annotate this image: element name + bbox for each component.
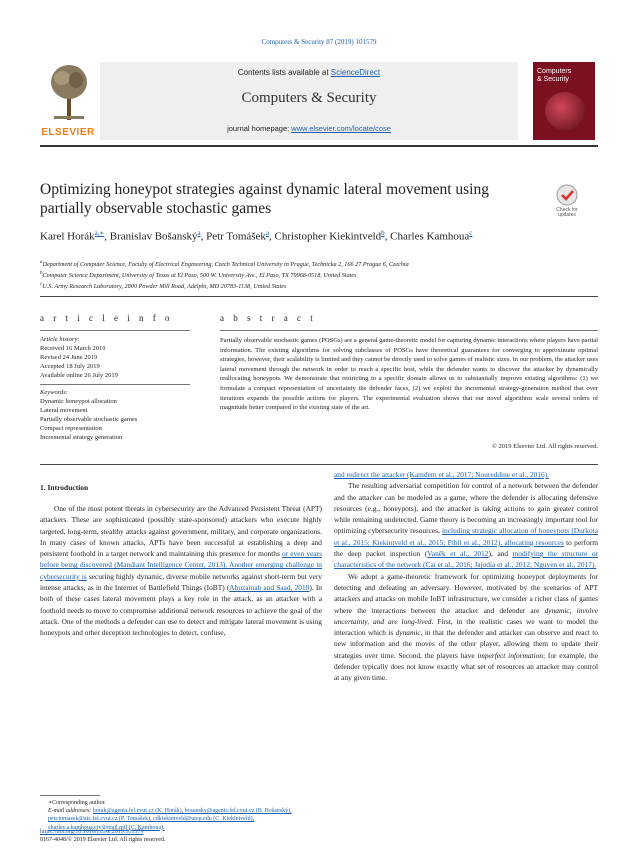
affiliations xyxy=(40,258,600,291)
body-column-right xyxy=(334,469,598,684)
text-run: to perform the deep packet inspection ( xyxy=(334,537,598,559)
contents-prefix: Contents lists available at xyxy=(237,68,331,77)
affiliation-line xyxy=(40,280,600,291)
section-heading-introduction: 1. Introduction xyxy=(40,483,89,492)
history-item: Accepted 18 July 2019 xyxy=(40,363,100,370)
citation-link[interactable]: Vaněk et al., 2012 xyxy=(427,549,489,559)
affiliation-line xyxy=(40,258,600,269)
issn-line: 0167-4048/© 2019 Elsevier Ltd. All rights reserved. xyxy=(40,837,166,844)
journal-header-box xyxy=(100,62,518,140)
text-run: ; for example, the defender typically does not know exactly what set of resources an attacker may control at any given time. xyxy=(334,650,598,683)
text-run: securing highly dynamic, diverse mobile networks against short-term but very intense attacks, as in the Internet of Battlefield Things (IoBT) ( xyxy=(40,571,322,593)
keyword: Partially observable stochastic games xyxy=(40,416,138,423)
check-for-updates-badge[interactable] xyxy=(545,183,589,217)
affiliation-mark: c xyxy=(40,282,43,288)
author-affiliation-mark[interactable]: b xyxy=(381,229,385,237)
elsevier-wordmark: ELSEVIER xyxy=(41,127,95,138)
crossmark-icon xyxy=(545,183,589,217)
author-name: Karel Horák xyxy=(40,230,95,243)
journal-name: Computers & Security xyxy=(241,90,377,106)
citation-link[interactable]: and redirect the attacker (Kamdem et al., 2017; Noureddine et al., 2016). xyxy=(334,470,550,479)
affiliation-line xyxy=(40,269,600,280)
cover-graphic xyxy=(545,92,585,130)
citation-link[interactable]: or even years before being discovered (Mandiant Intelligence Center, 2013). Another emerging challenge in cybersecurity is xyxy=(40,549,322,581)
email-links[interactable]: horak@agents.fel.cvut.cz (K. Horák), bosansky@agents.fel.cvut.cz (B. Bošanský), petr.tomasek@aic.fel.cvut.cz (P. Tomášek), cdkiekintveld@utep.edu (C. Kiekintveld), charles.a.kamhoua.civ@mail.mil (C. Kamhoua). xyxy=(48,808,292,831)
homepage-line xyxy=(100,124,518,133)
history-item: Revised 24 June 2019 xyxy=(40,354,98,361)
doi-block xyxy=(40,828,322,844)
footnote-mark: ∗ xyxy=(48,800,53,806)
sciencedirect-link[interactable]: ScienceDirect xyxy=(330,68,381,77)
keyword: Compact representation xyxy=(40,425,102,432)
crossmark-label-1: Check for xyxy=(556,207,578,213)
history-item: Received 16 March 2019 xyxy=(40,345,106,352)
author-affiliation-mark[interactable]: a xyxy=(197,229,201,237)
keyword: Lateral movement xyxy=(40,407,88,414)
elsevier-tree-icon xyxy=(48,62,90,122)
affiliation-mark: b xyxy=(40,271,43,277)
history-item: Available online 26 July 2019 xyxy=(40,372,118,379)
body-column-left xyxy=(40,503,322,639)
author-list xyxy=(40,226,570,245)
text-run: . First, in the realistic cases we want to model the interaction which is xyxy=(334,616,598,638)
doi-link[interactable]: https://doi.org/10.1016/j.cose.2019.101579 xyxy=(40,829,144,835)
divider xyxy=(40,464,598,465)
author-separator: , xyxy=(104,230,110,243)
journal-header xyxy=(40,60,598,140)
corresponding-label: Corresponding author. xyxy=(52,800,106,806)
journal-cover-image[interactable] xyxy=(533,62,595,140)
divider xyxy=(220,330,598,331)
text-run: ), and xyxy=(488,549,513,559)
divider xyxy=(40,384,190,385)
divider xyxy=(40,330,190,331)
affiliation-text: U.S. Army Research Laboratory, 2800 Powder Mill Road, Adelphi, MD 20783-1138, United States xyxy=(42,283,287,291)
affiliation-text: Computer Science Department, University of Texas at El Paso, 500 W. University Ave., El Paso, TX 79968-0518, United States xyxy=(42,272,357,280)
divider xyxy=(40,296,598,297)
text-run: The resulting adversarial competition for control of a network between the defender and the attacker can be modeled as a game, where the defender is allocating defensive resources (e.g., honeypots), and the attacker is taking actions to gain greater control while remaining undetected. Game theory is becoming an increasingly important tool for optimizing cybersecurity resources, xyxy=(334,481,598,536)
elsevier-logo[interactable] xyxy=(40,62,96,140)
article-title: Optimizing honeypot strategies against dynamic lateral movement using partially observable stochastic games xyxy=(40,181,489,217)
cover-title-line2: & Security xyxy=(537,76,569,83)
homepage-link[interactable]: www.elsevier.com/locate/cose xyxy=(291,124,391,133)
crossmark-label-2: updates xyxy=(558,212,576,217)
history-label: Article history: xyxy=(40,336,80,343)
abstract-heading: a b s t r a c t xyxy=(220,313,317,323)
text-run: One of the most potent threats in cybersecurity are the Advanced Persistent Threat (APT) attackers. These are sophisticated (possibly state-sponsored) attackers who execute highly targeted, long-term, stealthy attacks against government, military, and corporate organizations. In many cases of known attacks, APTs have been successful at establishing a deep and persistent foothold in a target network and maintaining this presence for months xyxy=(40,504,322,559)
citation-link[interactable]: including strategic allocation of honeypots (Durkota et al., 2015; Kiekintveld et al., 2015; Píbil et al., 2012), allocating resources xyxy=(334,526,598,547)
citation-link[interactable]: modifying the structure or characteristics of the network (Cai et al., 2016; Jajodia et al., 2012; Nguyen et al., 2017). xyxy=(334,549,599,570)
cover-title xyxy=(537,68,571,84)
text-run: ). In both of these cases lateral movement plays a key role in the attack, as an attacker with a foothold needs to move to compromise additional network resources to achieve the goal of the attack. One of the methods a defender can use to detect and mitigate lateral movement is using honeypots and other deception technologies to detect, confuse, xyxy=(40,583,322,638)
paragraph xyxy=(334,480,598,570)
keyword: Dynamic honeypot allocation xyxy=(40,398,117,405)
homepage-prefix: journal homepage: xyxy=(227,124,292,133)
article-info-heading: a r t i c l e i n f o xyxy=(40,313,173,323)
text-run: , in that the defender and attacker can observe and react to new information and the moves of the other player, allowing them to update their strategies over time. Second, the players have xyxy=(334,628,598,660)
paragraph xyxy=(334,571,598,684)
affiliation-text: Department of Computer Science, Faculty of Electrical Engineering, Czech Technical University in Prague, Technicka 2, 166 27 Prague 6, Czechia xyxy=(42,261,409,269)
affiliation-mark: a xyxy=(40,260,43,265)
emphasis: dynamic xyxy=(395,628,421,638)
author-affiliation-mark[interactable]: a,∗ xyxy=(94,229,105,237)
footnote xyxy=(40,799,322,832)
keyword: Incremental strategy generation xyxy=(40,434,123,441)
author-name: Petr Tomášek xyxy=(206,230,266,243)
paragraph xyxy=(334,469,598,480)
text-run: We adopt a game-theoretic framework for optimizing honeypot deployments for detecting and defeating an adversary. However, motivated by the scenarios of APT attackers and attacks on mobile IoBT infrastructure, we consider a richer class of games where the interactions between the attacker and defender are xyxy=(334,571,598,615)
keywords-label: Keywords: xyxy=(40,389,68,396)
author-name: Branislav Bošanský xyxy=(109,230,198,243)
keywords-list xyxy=(40,397,190,442)
emphasis: dynamic, involve uncertainty, and are long-lived xyxy=(334,605,598,626)
author-separator: , xyxy=(200,230,207,243)
copyright-notice: © 2019 Elsevier Ltd. All rights reserved. xyxy=(491,443,598,450)
author-affiliation-mark[interactable]: c xyxy=(469,229,473,237)
author-separator: , xyxy=(269,230,275,243)
author-name: Christopher Kiekintveld xyxy=(274,230,382,243)
header-divider xyxy=(40,145,598,147)
corresponding-author-note xyxy=(40,799,322,807)
journal-reference-link[interactable]: Computers & Security 87 (2019) 101579 xyxy=(261,38,377,46)
article-history xyxy=(40,344,190,380)
author-affiliation-mark[interactable]: a xyxy=(265,229,270,237)
emphasis: imperfect information xyxy=(477,650,544,660)
cover-title-line1: Computers xyxy=(537,68,572,75)
abstract-text: Partially observable stochastic games (POSGs) are a general game-theoretic model for capturing dynamic interactions where players have partial information. The existing algorithms for solving subclasses of POSGs have theoretical guarantees for converging to approximate optimal strategies, however, their scalability is limited and they cannot be directly used to solve games of realistic sizes. In our problem, the attacker uses lateral movement through the network in order to reach a specific host, while the defender wants to discover the attacker by dynamically reallocating honeypots. We demonstrate that restricting to a specific domain allows us to substantially improve existing algorithms: (1) we formulate a compact representation of uncertainty the defender faces, (2) we exploit the incremental strategy-generation method that over iterations expands the possible actions for players. The experimental evaluation shows that our novel algorithms scale several orders of magnitude better compared to the existing state of the art. xyxy=(220,337,598,412)
paragraph xyxy=(40,503,322,639)
author-name: Charles Kamhoua xyxy=(390,230,470,243)
email-label: E-mail addresses: xyxy=(48,808,92,815)
citation-link[interactable]: Abuzainab and Saad, 2018 xyxy=(229,583,310,593)
footnote-divider xyxy=(40,795,100,796)
author-separator: , xyxy=(384,230,391,243)
contents-line xyxy=(100,68,518,77)
